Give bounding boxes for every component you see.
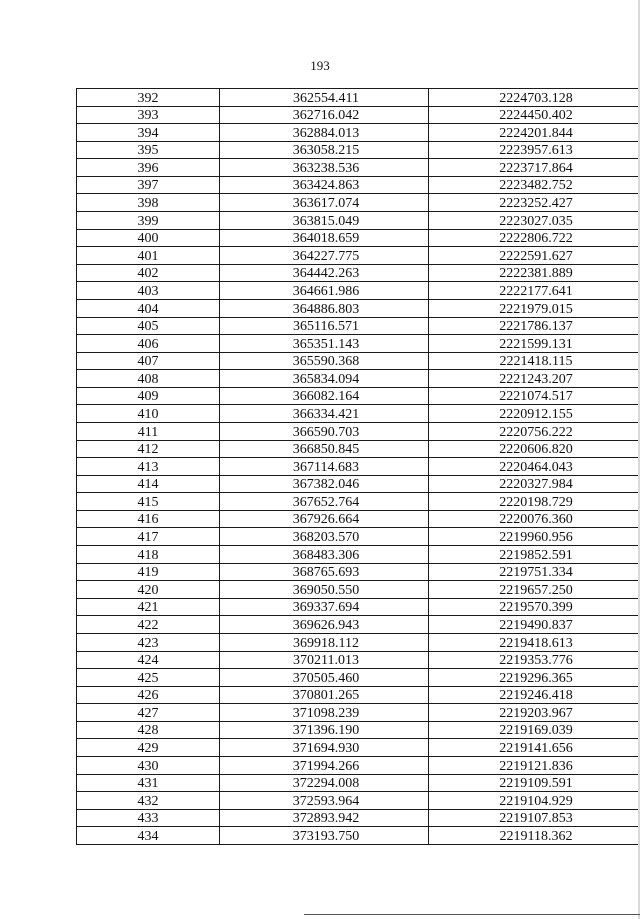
point-number-cell: 416	[77, 510, 220, 528]
point-number-cell: 392	[77, 89, 220, 107]
y-coordinate-cell: 2219490.837	[429, 616, 640, 634]
table-row	[77, 422, 640, 440]
y-coordinate-cell: 2220912.155	[429, 405, 640, 423]
table-row	[77, 669, 640, 687]
point-number-cell: 419	[77, 563, 220, 581]
y-coordinate-cell: 2220076.360	[429, 510, 640, 528]
point-number-cell: 403	[77, 282, 220, 300]
y-coordinate-cell: 2222381.889	[429, 264, 640, 282]
x-coordinate-cell: 368203.570	[220, 528, 429, 546]
y-coordinate-cell: 2219570.399	[429, 598, 640, 616]
table-row	[77, 405, 640, 423]
y-coordinate-cell: 2219960.956	[429, 528, 640, 546]
point-number-cell: 420	[77, 581, 220, 599]
page-number: 193	[310, 58, 330, 73]
y-coordinate-cell: 2219751.334	[429, 563, 640, 581]
x-coordinate-cell: 364227.775	[220, 247, 429, 265]
y-coordinate-cell: 2221786.137	[429, 317, 640, 335]
point-number-cell: 399	[77, 212, 220, 230]
table-row	[77, 352, 640, 370]
x-coordinate-cell: 371098.239	[220, 704, 429, 722]
x-coordinate-cell: 362554.411	[220, 89, 429, 107]
y-coordinate-cell: 2219203.967	[429, 704, 640, 722]
x-coordinate-cell: 365351.143	[220, 335, 429, 353]
x-coordinate-cell: 371694.930	[220, 739, 429, 757]
table-row	[77, 299, 640, 317]
x-coordinate-cell: 367652.764	[220, 493, 429, 511]
y-coordinate-cell: 2223717.864	[429, 159, 640, 177]
y-coordinate-cell: 2221979.015	[429, 299, 640, 317]
point-number-cell: 430	[77, 756, 220, 774]
point-number-cell: 433	[77, 809, 220, 827]
x-coordinate-cell: 365834.094	[220, 370, 429, 388]
table-row	[77, 387, 640, 405]
table-row	[77, 546, 640, 564]
x-coordinate-cell: 372294.008	[220, 774, 429, 792]
y-coordinate-cell: 2221599.131	[429, 335, 640, 353]
table-row	[77, 159, 640, 177]
table-row	[77, 264, 640, 282]
point-number-cell: 409	[77, 387, 220, 405]
y-coordinate-cell: 2219353.776	[429, 651, 640, 669]
table-row	[77, 475, 640, 493]
y-coordinate-cell: 2219246.418	[429, 686, 640, 704]
y-coordinate-cell: 2219296.365	[429, 669, 640, 687]
table-row	[77, 774, 640, 792]
y-coordinate-cell: 2220606.820	[429, 440, 640, 458]
table-row	[77, 633, 640, 651]
x-coordinate-cell: 364442.263	[220, 264, 429, 282]
table-row	[77, 510, 640, 528]
table-row	[77, 229, 640, 247]
y-coordinate-cell: 2223957.613	[429, 141, 640, 159]
point-number-cell: 426	[77, 686, 220, 704]
x-coordinate-cell: 370211.013	[220, 651, 429, 669]
x-coordinate-cell: 362716.042	[220, 106, 429, 124]
table-row	[77, 212, 640, 230]
x-coordinate-cell: 369337.694	[220, 598, 429, 616]
table-row	[77, 106, 640, 124]
point-number-cell: 394	[77, 124, 220, 142]
table-row	[77, 370, 640, 388]
x-coordinate-cell: 367926.664	[220, 510, 429, 528]
point-number-cell: 398	[77, 194, 220, 212]
x-coordinate-cell: 363424.863	[220, 176, 429, 194]
x-coordinate-cell: 368483.306	[220, 546, 429, 564]
point-number-cell: 396	[77, 159, 220, 177]
y-coordinate-cell: 2219121.836	[429, 756, 640, 774]
y-coordinate-cell: 2224450.402	[429, 106, 640, 124]
point-number-cell: 434	[77, 827, 220, 845]
y-coordinate-cell: 2219418.613	[429, 633, 640, 651]
table-row	[77, 176, 640, 194]
table-row	[77, 651, 640, 669]
point-number-cell: 397	[77, 176, 220, 194]
table-row	[77, 581, 640, 599]
y-coordinate-cell: 2223252.427	[429, 194, 640, 212]
y-coordinate-cell: 2219104.929	[429, 792, 640, 810]
table-row	[77, 89, 640, 107]
point-number-cell: 429	[77, 739, 220, 757]
x-coordinate-cell: 368765.693	[220, 563, 429, 581]
point-number-cell: 423	[77, 633, 220, 651]
point-number-cell: 422	[77, 616, 220, 634]
table-row	[77, 827, 640, 845]
table-row	[77, 528, 640, 546]
y-coordinate-cell: 2219109.591	[429, 774, 640, 792]
x-coordinate-cell: 366590.703	[220, 422, 429, 440]
table-row	[77, 721, 640, 739]
point-number-cell: 431	[77, 774, 220, 792]
x-coordinate-cell: 370505.460	[220, 669, 429, 687]
x-coordinate-cell: 369626.943	[220, 616, 429, 634]
y-coordinate-cell: 2224201.844	[429, 124, 640, 142]
table-row	[77, 194, 640, 212]
y-coordinate-cell: 2222806.722	[429, 229, 640, 247]
table-row	[77, 616, 640, 634]
table-row	[77, 756, 640, 774]
y-coordinate-cell: 2220464.043	[429, 458, 640, 476]
point-number-cell: 405	[77, 317, 220, 335]
point-number-cell: 404	[77, 299, 220, 317]
x-coordinate-cell: 366082.164	[220, 387, 429, 405]
point-number-cell: 407	[77, 352, 220, 370]
table-row	[77, 124, 640, 142]
x-coordinate-cell: 369918.112	[220, 633, 429, 651]
table-row	[77, 704, 640, 722]
x-coordinate-cell: 367114.683	[220, 458, 429, 476]
y-coordinate-cell: 2221243.207	[429, 370, 640, 388]
point-number-cell: 415	[77, 493, 220, 511]
x-coordinate-cell: 365116.571	[220, 317, 429, 335]
x-coordinate-cell: 367382.046	[220, 475, 429, 493]
point-number-cell: 432	[77, 792, 220, 810]
x-coordinate-cell: 370801.265	[220, 686, 429, 704]
x-coordinate-cell: 373193.750	[220, 827, 429, 845]
point-number-cell: 424	[77, 651, 220, 669]
y-coordinate-cell: 2221074.517	[429, 387, 640, 405]
y-coordinate-cell: 2223482.752	[429, 176, 640, 194]
table-row	[77, 141, 640, 159]
point-number-cell: 402	[77, 264, 220, 282]
x-coordinate-cell: 371994.266	[220, 756, 429, 774]
x-coordinate-cell: 372593.964	[220, 792, 429, 810]
y-coordinate-cell: 2220327.984	[429, 475, 640, 493]
point-number-cell: 410	[77, 405, 220, 423]
coordinates-table-wrapper	[76, 88, 640, 845]
point-number-cell: 401	[77, 247, 220, 265]
y-coordinate-cell: 2223027.035	[429, 212, 640, 230]
x-coordinate-cell: 364018.659	[220, 229, 429, 247]
x-coordinate-cell: 363617.074	[220, 194, 429, 212]
point-number-cell: 427	[77, 704, 220, 722]
point-number-cell: 425	[77, 669, 220, 687]
x-coordinate-cell: 364661.986	[220, 282, 429, 300]
table-row	[77, 493, 640, 511]
x-coordinate-cell: 369050.550	[220, 581, 429, 599]
x-coordinate-cell: 362884.013	[220, 124, 429, 142]
table-row	[77, 317, 640, 335]
table-row	[77, 335, 640, 353]
x-coordinate-cell: 363815.049	[220, 212, 429, 230]
point-number-cell: 412	[77, 440, 220, 458]
x-coordinate-cell: 366334.421	[220, 405, 429, 423]
table-row	[77, 598, 640, 616]
table-row	[77, 686, 640, 704]
y-coordinate-cell: 2219169.039	[429, 721, 640, 739]
coordinates-table	[76, 88, 640, 845]
x-coordinate-cell: 364886.803	[220, 299, 429, 317]
point-number-cell: 400	[77, 229, 220, 247]
point-number-cell: 413	[77, 458, 220, 476]
table-row	[77, 792, 640, 810]
x-coordinate-cell: 365590.368	[220, 352, 429, 370]
table-row	[77, 739, 640, 757]
y-coordinate-cell: 2219852.591	[429, 546, 640, 564]
point-number-cell: 395	[77, 141, 220, 159]
y-coordinate-cell: 2219657.250	[429, 581, 640, 599]
y-coordinate-cell: 2221418.115	[429, 352, 640, 370]
y-coordinate-cell: 2222177.641	[429, 282, 640, 300]
x-coordinate-cell: 366850.845	[220, 440, 429, 458]
point-number-cell: 393	[77, 106, 220, 124]
point-number-cell: 408	[77, 370, 220, 388]
x-coordinate-cell: 371396.190	[220, 721, 429, 739]
coordinates-table-body	[77, 89, 640, 845]
y-coordinate-cell: 2219107.853	[429, 809, 640, 827]
table-row	[77, 563, 640, 581]
y-coordinate-cell: 2222591.627	[429, 247, 640, 265]
table-row	[77, 247, 640, 265]
x-coordinate-cell: 372893.942	[220, 809, 429, 827]
y-coordinate-cell: 2219141.656	[429, 739, 640, 757]
point-number-cell: 421	[77, 598, 220, 616]
point-number-cell: 428	[77, 721, 220, 739]
y-coordinate-cell: 2220198.729	[429, 493, 640, 511]
point-number-cell: 411	[77, 422, 220, 440]
point-number-cell: 418	[77, 546, 220, 564]
point-number-cell: 406	[77, 335, 220, 353]
point-number-cell: 417	[77, 528, 220, 546]
table-row	[77, 809, 640, 827]
y-coordinate-cell: 2219118.362	[429, 827, 640, 845]
x-coordinate-cell: 363238.536	[220, 159, 429, 177]
y-coordinate-cell: 2220756.222	[429, 422, 640, 440]
scan-bottom-line	[304, 914, 640, 915]
y-coordinate-cell: 2224703.128	[429, 89, 640, 107]
table-row	[77, 282, 640, 300]
table-row	[77, 440, 640, 458]
x-coordinate-cell: 363058.215	[220, 141, 429, 159]
table-row	[77, 458, 640, 476]
point-number-cell: 414	[77, 475, 220, 493]
